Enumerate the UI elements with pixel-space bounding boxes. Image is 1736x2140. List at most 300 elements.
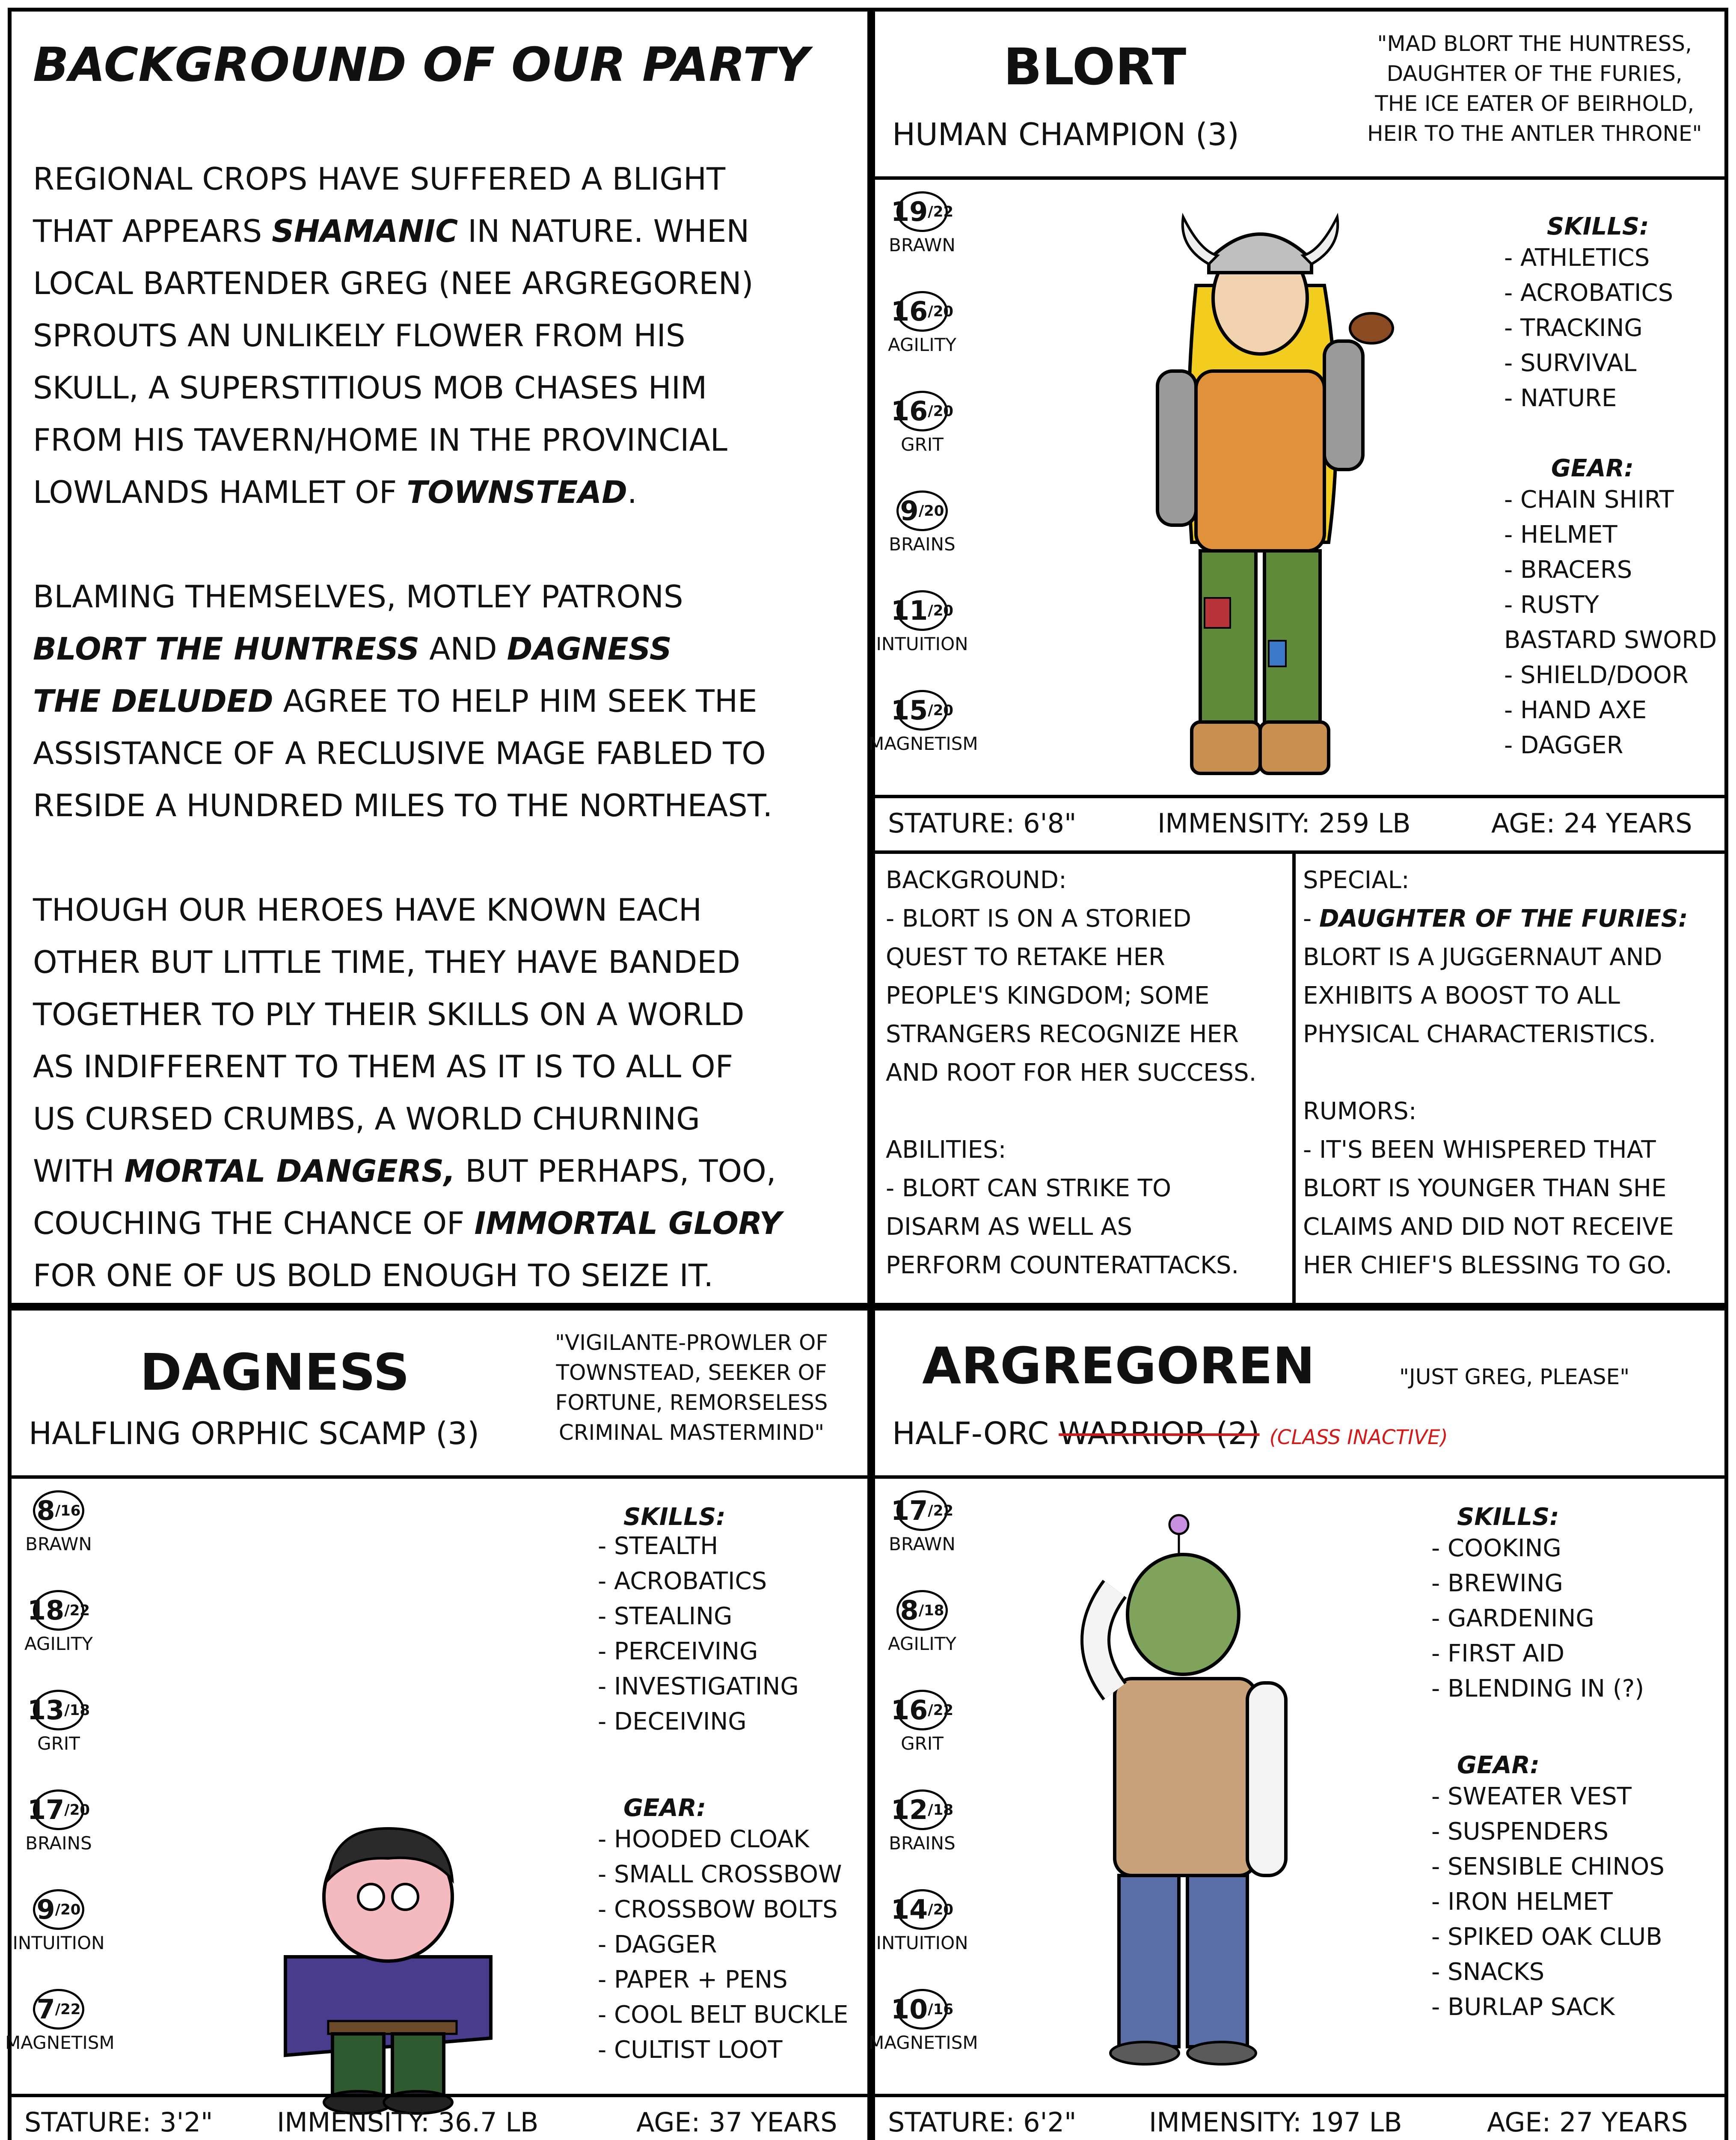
stat-value: 16 xyxy=(890,296,928,327)
character-name: BLORT xyxy=(1003,37,1187,96)
gear-item: - PAPER + PENS xyxy=(598,1966,788,1994)
age: AGE: 24 YEARS xyxy=(1491,808,1692,839)
skill-item: - BREWING xyxy=(1431,1569,1563,1597)
stat-value: 13 xyxy=(27,1694,65,1726)
info-line xyxy=(886,1092,1256,1131)
skill-item: - ACROBATICS xyxy=(598,1567,767,1595)
skill-item: - NATURE xyxy=(1504,384,1617,412)
text-run: IMMORTAL GLORY xyxy=(474,1205,782,1241)
special-rumors-column xyxy=(1303,861,1688,1285)
stature-divider-top xyxy=(875,795,1724,798)
story-line xyxy=(33,571,782,623)
info-line xyxy=(886,1246,1256,1285)
character-class xyxy=(29,1415,479,1451)
info-line xyxy=(1303,1246,1688,1285)
stat-slash: / xyxy=(918,1602,924,1619)
stat-score-oval xyxy=(890,690,954,731)
gear-list xyxy=(1504,482,1717,763)
quote-line: THE ICE EATER OF BEIRHOLD, xyxy=(1375,91,1694,116)
quote-line: DAUGHTER OF THE FURIES, xyxy=(1386,61,1683,86)
stat-magnetism xyxy=(5,1989,115,2053)
stat-score-oval xyxy=(890,1789,954,1830)
stat-score-oval xyxy=(33,1490,84,1531)
stat-slash: / xyxy=(64,1602,70,1619)
stat-max: 20 xyxy=(933,402,954,420)
text-run: BLORT THE HUNTRESS xyxy=(33,631,420,667)
stat-score-oval xyxy=(890,191,954,232)
character-quote xyxy=(555,1328,828,1447)
stat-label: GRIT xyxy=(901,434,944,455)
stat-value: 9 xyxy=(36,1894,55,1925)
skills-title: SKILLS: xyxy=(1547,213,1649,241)
blort-portrait xyxy=(1132,200,1389,782)
stat-label: GRIT xyxy=(37,1733,80,1754)
stat-score-oval xyxy=(890,1490,954,1531)
stat-slash: / xyxy=(918,502,924,520)
stat-slash: / xyxy=(55,1901,61,1918)
text-run: . xyxy=(627,474,637,510)
gear-item: - SPIKED OAK CLUB xyxy=(1431,1923,1662,1951)
quote-line: TOWNSTEAD, SEEKER OF xyxy=(556,1360,827,1385)
info-line xyxy=(1303,977,1688,1015)
text-run: THE DELUDED xyxy=(33,683,273,719)
stat-value: 10 xyxy=(890,1994,928,2025)
stat-agility xyxy=(24,1590,93,1654)
stat-label: INTUITION xyxy=(12,1932,105,1953)
character-quote xyxy=(1399,1362,1629,1392)
gear-item: - HELMET xyxy=(1504,521,1617,549)
quote-line: "VIGILANTE-PROWLER OF xyxy=(555,1330,828,1355)
text-run: BLORT IS YOUNGER THAN SHE xyxy=(1303,1174,1667,1202)
gear-item: - SHIELD/DOOR xyxy=(1504,661,1689,689)
stat-max: 18 xyxy=(933,1801,954,1819)
skills-list xyxy=(1504,241,1673,416)
background-panel xyxy=(8,8,871,1307)
stat-max: 20 xyxy=(933,701,954,719)
quote-line: "MAD BLORT THE HUNTRESS, xyxy=(1377,31,1692,56)
stat-value: 15 xyxy=(890,695,928,726)
stat-label: MAGNETISM xyxy=(869,733,978,754)
age: AGE: 37 YEARS xyxy=(636,2107,837,2138)
text-run: RESIDE A HUNDRED MILES TO THE NORTHEAST. xyxy=(33,788,773,823)
stat-brains xyxy=(889,1789,956,1854)
text-run: LOWLANDS HAMLET OF xyxy=(33,474,407,510)
struck-class: WARRIOR (2) xyxy=(1059,1415,1260,1451)
character-quote xyxy=(1367,29,1702,149)
stat-label: BRAWN xyxy=(25,1534,92,1554)
skill-item: - ATHLETICS xyxy=(1504,244,1650,272)
stat-max: 20 xyxy=(69,1801,90,1819)
quote-line: "JUST GREG, PLEASE" xyxy=(1399,1364,1630,1389)
stat-value: 19 xyxy=(890,196,928,227)
stat-value: 16 xyxy=(890,1694,928,1726)
skill-item: - BLENDING IN (?) xyxy=(1431,1675,1644,1703)
text-run: EXHIBITS A BOOST TO ALL xyxy=(1303,982,1620,1010)
stat-max: 22 xyxy=(933,203,954,220)
info-line xyxy=(1303,1092,1688,1131)
text-run: BUT PERHAPS, TOO, xyxy=(455,1153,776,1189)
text-run: HUMAN CHAMPION (3) xyxy=(892,116,1239,152)
info-line xyxy=(1303,1015,1688,1054)
stat-slash: / xyxy=(928,2000,933,2018)
gear-item: - BRACERS xyxy=(1504,556,1632,584)
stat-brawn xyxy=(889,191,956,256)
stat-slash: / xyxy=(928,701,933,719)
stat-value: 11 xyxy=(890,595,928,626)
background-title: BACKGROUND OF OUR PARTY xyxy=(33,37,809,92)
stat-slash: / xyxy=(928,1701,933,1719)
header-divider xyxy=(875,1475,1724,1479)
text-run: WITH xyxy=(33,1153,125,1189)
stat-slash: / xyxy=(928,1801,933,1819)
stat-label: INTUITION xyxy=(876,633,968,654)
info-line xyxy=(886,900,1256,938)
argregoren-portrait xyxy=(1051,1512,1316,2068)
stat-brains xyxy=(25,1789,92,1854)
gear-item: - BURLAP SACK xyxy=(1431,1993,1615,2021)
story-line xyxy=(33,309,782,362)
skills-list xyxy=(598,1529,799,1739)
story-line xyxy=(33,727,782,779)
stat-brawn xyxy=(25,1490,92,1554)
text-run: QUEST TO RETAKE HER xyxy=(886,943,1165,971)
stat-max: 22 xyxy=(60,2000,81,2018)
stature: STATURE: 6'8" xyxy=(888,808,1077,839)
stat-slash: / xyxy=(928,602,933,619)
quote-line: HEIR TO THE ANTLER THRONE" xyxy=(1367,121,1702,146)
stat-slash: / xyxy=(55,2000,61,2018)
character-sheet-argregoren xyxy=(871,1307,1728,2140)
stat-grit xyxy=(890,391,954,455)
story-line xyxy=(33,1040,782,1093)
text-run: BACKGROUND: xyxy=(886,866,1067,894)
stat-score-oval xyxy=(890,291,954,332)
stat-slash: / xyxy=(928,1901,933,1918)
stat-value: 8 xyxy=(36,1495,55,1526)
text-run: US CURSED CRUMBS, A WORLD CHURNING xyxy=(33,1101,700,1137)
stat-slash: / xyxy=(928,1502,933,1519)
stat-agility xyxy=(887,291,957,355)
text-run: TOWNSTEAD xyxy=(407,474,627,510)
stat-max: 16 xyxy=(933,2000,954,2018)
text-run: IN NATURE. WHEN xyxy=(458,213,750,249)
text-run: DISARM AS WELL AS xyxy=(886,1213,1133,1241)
background-abilities-column xyxy=(886,861,1256,1285)
stat-max: 20 xyxy=(933,303,954,320)
gear-item: - SWEATER VEST xyxy=(1431,1783,1632,1810)
stat-slash: / xyxy=(55,1502,61,1519)
text-run: DAGNESS xyxy=(507,631,672,667)
skills-title: SKILLS: xyxy=(623,1503,726,1531)
stat-magnetism xyxy=(869,690,978,754)
stat-value: 17 xyxy=(27,1794,65,1825)
stat-label: BRAINS xyxy=(25,1833,92,1854)
header-divider xyxy=(875,176,1724,180)
gear-title: GEAR: xyxy=(1551,455,1634,482)
skill-item: - INVESTIGATING xyxy=(598,1673,799,1700)
story-line xyxy=(33,518,782,571)
background-story xyxy=(33,153,782,1302)
stat-slash: / xyxy=(64,1801,70,1819)
story-line xyxy=(33,779,782,832)
info-line xyxy=(1303,900,1688,938)
stat-grit xyxy=(27,1690,90,1754)
info-line xyxy=(886,1131,1256,1169)
story-line xyxy=(33,675,782,727)
info-line xyxy=(886,861,1256,900)
stat-value: 14 xyxy=(890,1894,928,1925)
text-run: - BLORT IS ON A STORIED xyxy=(886,905,1192,933)
gear-item: - CROSSBOW BOLTS xyxy=(598,1896,838,1923)
skills-list xyxy=(1431,1531,1644,1706)
immensity: IMMENSITY: 36.7 LB xyxy=(277,2107,539,2138)
text-run: PHYSICAL CHARACTERISTICS. xyxy=(1303,1020,1656,1048)
stat-value: 7 xyxy=(36,1994,55,2025)
info-line xyxy=(1303,1054,1688,1092)
text-run: THAT APPEARS xyxy=(33,213,272,249)
character-sheet-blort xyxy=(871,8,1728,1307)
stat-agility xyxy=(887,1590,957,1654)
text-run: SPROUTS AN UNLIKELY FLOWER FROM HIS xyxy=(33,318,685,354)
text-run: HER CHIEF'S BLESSING TO GO. xyxy=(1303,1251,1673,1279)
story-line xyxy=(33,988,782,1040)
stat-label: INTUITION xyxy=(876,1932,968,1953)
stat-brawn xyxy=(889,1490,956,1554)
story-line xyxy=(33,1145,782,1197)
story-line xyxy=(33,884,782,936)
stat-score-oval xyxy=(33,1889,84,1930)
gear-list xyxy=(1431,1779,1665,2025)
text-run: OTHER BUT LITTLE TIME, THEY HAVE BANDED xyxy=(33,944,741,980)
text-run: STRANGERS RECOGNIZE HER xyxy=(886,1020,1239,1048)
gear-item: - HAND AXE xyxy=(1504,696,1647,724)
text-run: AND ROOT FOR HER SUCCESS. xyxy=(886,1059,1257,1087)
stat-label: BRAINS xyxy=(889,1833,956,1854)
skill-item: - FIRST AID xyxy=(1431,1640,1565,1667)
stat-value: 16 xyxy=(890,395,928,427)
text-run: BLORT IS A JUGGERNAUT AND xyxy=(1303,943,1662,971)
info-line xyxy=(886,1208,1256,1246)
skill-item: - STEALTH xyxy=(598,1532,718,1560)
skill-item: - COOKING xyxy=(1431,1534,1561,1562)
story-line xyxy=(33,832,782,884)
gear-item: - SNACKS xyxy=(1431,1958,1545,1986)
info-line xyxy=(886,1054,1256,1092)
gear-item: - RUSTY xyxy=(1504,591,1599,619)
column-divider xyxy=(1292,850,1296,1304)
gear-item: - SENSIBLE CHINOS xyxy=(1431,1853,1665,1881)
skill-item: - GARDENING xyxy=(1431,1605,1594,1632)
info-line xyxy=(1303,861,1688,900)
text-run: - xyxy=(1303,905,1320,933)
stat-score-oval xyxy=(890,1889,954,1930)
text-run: AGREE TO HELP HIM SEEK THE xyxy=(273,683,757,719)
stat-value: 12 xyxy=(890,1794,928,1825)
skill-item: - SURVIVAL xyxy=(1504,349,1637,377)
stat-brains xyxy=(889,490,956,555)
text-run: - IT'S BEEN WHISPERED THAT xyxy=(1303,1136,1656,1164)
stature-divider-top xyxy=(875,2094,1724,2097)
character-class xyxy=(892,116,1239,152)
immensity: IMMENSITY: 197 LB xyxy=(1149,2107,1402,2138)
quote-line: CRIMINAL MASTERMIND" xyxy=(558,1420,825,1445)
story-line xyxy=(33,205,782,257)
stat-label: MAGNETISM xyxy=(869,2032,978,2053)
stat-label: AGILITY xyxy=(24,1633,93,1654)
info-line xyxy=(1303,938,1688,977)
stat-value: 8 xyxy=(900,1595,919,1626)
stat-label: MAGNETISM xyxy=(5,2032,115,2053)
text-run: RUMORS: xyxy=(1303,1097,1417,1125)
text-run: SKULL, A SUPERSTITIOUS MOB CHASES HIM xyxy=(33,370,707,406)
text-run: COUCHING THE CHANCE OF xyxy=(33,1205,475,1241)
stat-slash: / xyxy=(928,303,933,320)
stat-max: 22 xyxy=(933,1701,954,1719)
story-line xyxy=(33,257,782,309)
stature-divider-top xyxy=(12,2094,867,2097)
character-name: ARGREGOREN xyxy=(922,1336,1315,1395)
text-run: FOR ONE OF US BOLD ENOUGH TO SEIZE IT. xyxy=(33,1257,714,1293)
text-run: SHAMANIC xyxy=(272,213,458,249)
stature: STATURE: 3'2" xyxy=(24,2107,213,2138)
skill-item: - STEALING xyxy=(598,1602,733,1630)
stat-score-oval xyxy=(896,490,948,531)
stat-score-oval xyxy=(890,590,954,631)
gear-item: - DAGGER xyxy=(1504,731,1623,759)
gear-item: - CHAIN SHIRT xyxy=(1504,486,1674,514)
stature-divider-bottom xyxy=(875,850,1724,854)
gear-item: - DAGGER xyxy=(598,1931,717,1959)
immensity: IMMENSITY: 259 LB xyxy=(1157,808,1411,839)
info-line xyxy=(1303,1208,1688,1246)
stat-value: 18 xyxy=(27,1595,65,1626)
stat-score-oval xyxy=(896,1590,948,1631)
stat-score-oval xyxy=(27,1590,90,1631)
story-line xyxy=(33,1249,782,1302)
text-run: PERFORM COUNTERATTACKS. xyxy=(886,1251,1239,1279)
stat-score-oval xyxy=(27,1690,90,1730)
stat-max: 22 xyxy=(933,1502,954,1519)
text-run: LOCAL BARTENDER GREG (NEE ARGREGOREN) xyxy=(33,265,754,301)
text-run xyxy=(1260,1415,1270,1451)
stat-max: 18 xyxy=(69,1701,90,1719)
text-run: DAUGHTER OF THE FURIES: xyxy=(1319,905,1688,933)
stat-max: 18 xyxy=(924,1602,944,1619)
stat-max: 20 xyxy=(933,602,954,619)
character-class xyxy=(892,1415,1448,1451)
text-run: REGIONAL CROPS HAVE SUFFERED A BLIGHT xyxy=(33,161,726,197)
stat-score-oval xyxy=(33,1989,84,2030)
story-line xyxy=(33,936,782,988)
quote-line: FORTUNE, REMORSELESS xyxy=(555,1390,828,1415)
gear-item: - IRON HELMET xyxy=(1431,1888,1613,1916)
stat-label: BRAINS xyxy=(889,534,956,555)
story-line xyxy=(33,466,782,518)
stat-slash: / xyxy=(928,203,933,220)
gear-item: - SUSPENDERS xyxy=(1431,1818,1609,1846)
stat-intuition xyxy=(12,1889,105,1953)
gear-item: BASTARD SWORD xyxy=(1504,626,1717,654)
gear-list xyxy=(598,1822,848,2068)
gear-item: - CULTIST LOOT xyxy=(598,2036,783,2064)
gear-item: - SMALL CROSSBOW xyxy=(598,1861,842,1888)
stat-value: 17 xyxy=(890,1495,928,1526)
stat-magnetism xyxy=(869,1989,978,2053)
skill-item: - DECEIVING xyxy=(598,1708,747,1736)
info-line xyxy=(886,1015,1256,1054)
gear-title: GEAR: xyxy=(623,1794,706,1822)
story-line xyxy=(33,362,782,414)
skills-title: SKILLS: xyxy=(1457,1503,1559,1531)
stat-label: BRAWN xyxy=(889,235,956,256)
text-run: AND xyxy=(419,631,507,667)
text-run: SPECIAL: xyxy=(1303,866,1410,894)
text-run: MORTAL DANGERS, xyxy=(124,1153,456,1189)
text-run: TOGETHER TO PLY THEIR SKILLS ON A WORLD xyxy=(33,996,745,1032)
text-run: - BLORT CAN STRIKE TO xyxy=(886,1174,1172,1202)
story-line xyxy=(33,1197,782,1249)
info-line xyxy=(1303,1131,1688,1169)
header-divider xyxy=(12,1475,867,1479)
stat-score-oval xyxy=(890,391,954,431)
stat-label: AGILITY xyxy=(887,1633,957,1654)
skill-item: - ACROBATICS xyxy=(1504,279,1674,307)
text-run: BLAMING THEMSELVES, MOTLEY PATRONS xyxy=(33,579,683,615)
info-line xyxy=(1303,1169,1688,1208)
stat-label: GRIT xyxy=(901,1733,944,1754)
stat-score-oval xyxy=(890,1989,954,2030)
info-line xyxy=(886,938,1256,977)
gear-title: GEAR: xyxy=(1457,1751,1540,1779)
text-run: CLAIMS AND DID NOT RECEIVE xyxy=(1303,1213,1674,1241)
text-run: THOUGH OUR HEROES HAVE KNOWN EACH xyxy=(33,892,702,928)
stat-score-oval xyxy=(890,1690,954,1730)
stat-label: BRAWN xyxy=(889,1534,956,1554)
stature: STATURE: 6'2" xyxy=(888,2107,1077,2138)
gear-item: - COOL BELT BUCKLE xyxy=(598,2001,849,2029)
skill-item: - TRACKING xyxy=(1504,314,1643,342)
age: AGE: 27 YEARS xyxy=(1487,2107,1688,2138)
stat-intuition xyxy=(876,1889,968,1953)
text-run: PEOPLE'S KINGDOM; SOME xyxy=(886,982,1210,1010)
text-run: ABILITIES: xyxy=(886,1136,1006,1164)
text-run: FROM HIS TAVERN/HOME IN THE PROVINCIAL xyxy=(33,422,727,458)
stat-grit xyxy=(890,1690,954,1754)
text-run: ASSISTANCE OF A RECLUSIVE MAGE FABLED TO xyxy=(33,735,766,771)
story-line xyxy=(33,414,782,466)
stat-label: AGILITY xyxy=(887,334,957,355)
stat-max: 16 xyxy=(60,1502,81,1519)
stat-slash: / xyxy=(64,1701,70,1719)
class-inactive-note: (CLASS INACTIVE) xyxy=(1269,1426,1448,1449)
stat-intuition xyxy=(876,590,968,654)
info-line xyxy=(886,1169,1256,1208)
info-line xyxy=(886,977,1256,1015)
stat-value: 9 xyxy=(900,495,919,526)
stat-score-oval xyxy=(27,1789,90,1830)
text-run: HALFLING ORPHIC SCAMP (3) xyxy=(29,1415,480,1451)
story-line xyxy=(33,153,782,205)
skill-item: - PERCEIVING xyxy=(598,1638,758,1665)
stat-max: 20 xyxy=(924,502,944,520)
stat-max: 22 xyxy=(69,1602,90,1619)
character-name: DAGNESS xyxy=(140,1343,410,1402)
character-sheet-dagness xyxy=(5,1307,871,2140)
stat-slash: / xyxy=(928,402,933,420)
story-line xyxy=(33,1093,782,1145)
dagness-portrait xyxy=(268,1816,508,2115)
gear-item: - HOODED CLOAK xyxy=(598,1825,810,1853)
